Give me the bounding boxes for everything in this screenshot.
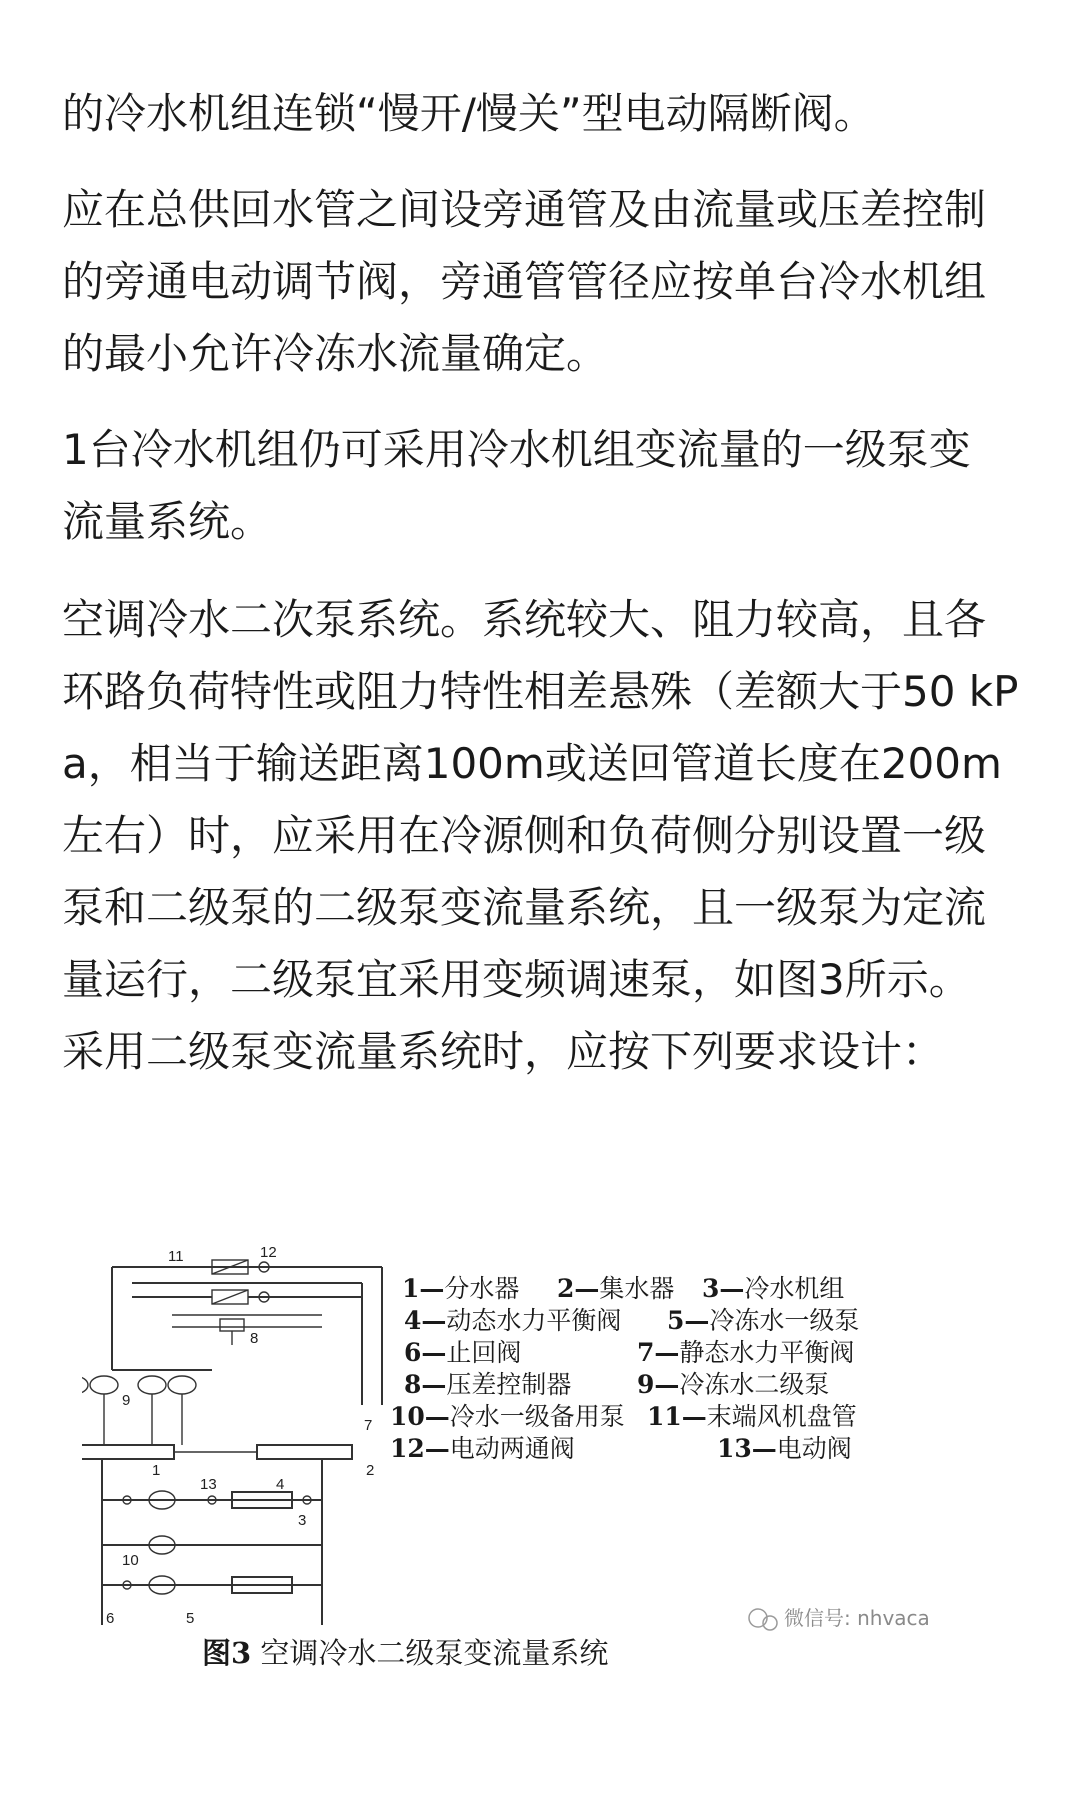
text-line: a，相当于输送距离100m或送回管道长度在200m: [62, 739, 1002, 788]
figure-caption: 图3 空调冷水二级泵变流量系统: [202, 1636, 609, 1670]
legend-item-8: 8—压差控制器: [404, 1370, 572, 1399]
paragraph-3: [62, 414, 1030, 558]
secondary-pump-icon: [138, 1376, 166, 1394]
fan-coil-icon: [212, 1290, 248, 1304]
secondary-pump-icon: [168, 1376, 196, 1394]
diagram-label: 2: [366, 1462, 375, 1479]
legend-item-10: 10—冷水一级备用泵: [390, 1402, 625, 1431]
legend-item-12: 12—电动两通阀: [390, 1434, 575, 1463]
legend-item-7: 7—静态水力平衡阀: [637, 1338, 855, 1367]
diagram-label: 4: [276, 1476, 285, 1493]
diagram-number-labels: [106, 1245, 374, 1627]
watermark-text: 微信号: nhvaca: [784, 1606, 930, 1630]
legend-item-6: 6—止回阀: [404, 1338, 522, 1367]
text-line: 的冷水机组连锁“慢开/慢关”型电动隔断阀。: [62, 89, 876, 138]
secondary-pump-icon: [82, 1376, 88, 1394]
diagram-label: 3: [298, 1512, 307, 1529]
diagram-label: 5: [186, 1610, 195, 1627]
text-line: 1台冷水机组仍可采用冷水机组变流量的一级泵变: [62, 425, 971, 474]
figure-3-diagram: [82, 1245, 982, 1685]
diagram-label: 11: [168, 1248, 184, 1265]
legend-item-11: 11—末端风机盘管: [647, 1402, 857, 1431]
legend-item-3: 3—冷水机组: [702, 1274, 845, 1303]
legend-item-2: 2—集水器: [557, 1274, 675, 1303]
diagram-label: 6: [106, 1610, 115, 1627]
paragraph-1: [62, 78, 1030, 150]
paragraph-4: [62, 584, 1030, 1088]
legend-item-4: 4—动态水力平衡阀: [404, 1306, 622, 1335]
text-line: 采用二级泵变流量系统时，应按下列要求设计：: [62, 1027, 945, 1076]
legend-item-5: 5—冷冻水一级泵: [667, 1306, 860, 1335]
legend-item-1: 1—分水器: [402, 1274, 520, 1303]
diagram-label: 12: [260, 1245, 277, 1261]
text-line: 量运行，二级泵宜采用变频调速泵，如图3所示。: [62, 955, 971, 1004]
text-line: 环路负荷特性或阻力特性相差悬殊（差额大于50 kP: [62, 667, 1019, 716]
schematic: [82, 1260, 382, 1625]
diagram-label: 13: [200, 1476, 217, 1493]
diagram-label: 10: [122, 1552, 139, 1569]
text-line: 左右）时，应采用在冷源侧和负荷侧分别设置一级: [62, 811, 987, 860]
return-header: [257, 1445, 352, 1459]
legend-item-13: 13—电动阀: [717, 1434, 852, 1463]
supply-header: [82, 1445, 174, 1459]
watermark: [749, 1606, 930, 1630]
text-line: 流量系统。: [62, 497, 273, 546]
text-line: 的旁通电动调节阀，旁通管管径应按单台冷水机组: [62, 257, 987, 306]
legend-item-9: 9—冷冻水二级泵: [637, 1370, 830, 1399]
text-line: 的最小允许冷冻水流量确定。: [62, 329, 609, 378]
pressure-controller-icon: [220, 1319, 244, 1331]
secondary-pump-icon: [90, 1376, 118, 1394]
paragraph-2: [62, 174, 1030, 390]
diagram-label: 7: [364, 1417, 373, 1434]
text-line: 应在总供回水管之间设旁通管及由流量或压差控制: [62, 185, 987, 234]
text-line: 泵和二级泵的二级泵变流量系统，且一级泵为定流: [62, 883, 987, 932]
diagram-label: 8: [250, 1330, 259, 1347]
text-line: 空调冷水二次泵系统。系统较大、阻力较高，且各: [62, 595, 987, 644]
figure-legend: [390, 1274, 859, 1463]
diagram-label: 1: [152, 1462, 161, 1479]
diagram-label: 9: [122, 1392, 131, 1409]
